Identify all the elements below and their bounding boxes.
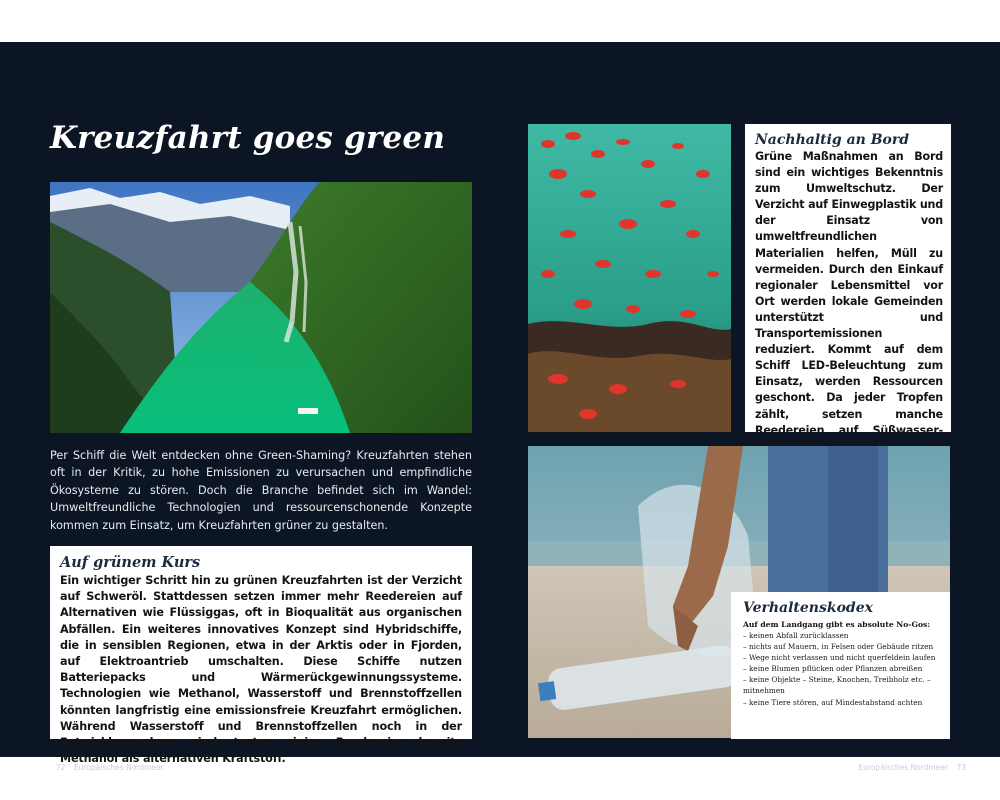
footer-left (50, 763, 164, 772)
code-of-conduct-list (743, 630, 942, 708)
intro-paragraph: Per Schiff die Welt entdecken ohne Green-Shaming? Kreuzfahrten stehen oft in der Kritik, zu hohe Emissionen zu verursachen und empfindliche Ökosysteme zu stören. Doch die Branche befindet sich im Wandel: Umweltfreundliche Technologien und ressourcenschonende Konzepte kommen zum Einsatz, um Kreuzfahrten grüner zu gestalten. (50, 449, 472, 532)
code-of-conduct-heading: Verhaltenskodex (743, 600, 873, 616)
green-course-box (50, 546, 472, 766)
list-item: – keine Tiere stören, auf Mindestabstand achten (743, 697, 923, 707)
footer-right (858, 763, 972, 772)
list-item: – Wege nicht verlassen und nicht querfeldein laufen (743, 653, 936, 663)
onboard-box (745, 124, 951, 437)
green-course-text: Ein wichtiger Schritt hin zu grünen Kreuzfahrten ist der Verzicht auf Schweröl. Stattdessen setzen immer mehr Reedereien auf Alternativen wie Flüssiggas, oft in Bioqualität aus organischen Abfällen. Ein weiteres innovatives Konzept sind Hybridschiffe, die in sensiblen Regionen, etwa in der Arktis oder in Fjorden, auf Elektroantrieb umschalten. Diese Schiffe nutzen Batteriepacks und Wärmerückgewinnungssysteme. Technologien wie Methanol, Wasserstoff und Brennstoffzellen könnten langfristig eine emissionsfreie Kreuzfahrt ermöglichen. Während Wasserstoff und Brennstoffzellen noch in der Entwicklungsphase sind, testen einige Reedereien bereits Methanol als alternativen Kraftstoff. (60, 574, 462, 766)
page-number-left: 72 (56, 763, 66, 772)
coral-reef-photo (528, 124, 731, 432)
list-item: – nichts auf Mauern, in Felsen oder Gebäude ritzen (743, 642, 934, 652)
footer-label-right: Europäisches Nordmeer (858, 763, 949, 772)
footer-label-left: Europäisches Nordmeer (73, 763, 164, 772)
onboard-text: Grüne Maßnahmen an Bord sind ein wichtiges Bekenntnis zum Umweltschutz. Der Verzicht auf Einwegplastik und der Einsatz von umweltfreundlichen Materialien helfen, Müll zu vermeiden. Durch den Einkauf regionaler Lebensmittel vor Ort werden lokale Gemeinden unterstützt und Transportemissionen reduziert. Kommt auf dem Schiff LED-Beleuchtung zum Einsatz, werden Ressourcen geschont. Da jeder Tropfen zählt, setzen manche Reedereien auf Süßwasser- (755, 150, 943, 437)
list-item: – keine Objekte – Steine, Knochen, Treibholz etc. – mitnehmen (743, 675, 931, 696)
list-item: – keine Blumen pflücken oder Pflanzen abreißen (743, 664, 923, 674)
code-of-conduct-box (731, 592, 950, 739)
green-course-heading: Auf grünem Kurs (60, 554, 201, 571)
fjord-photo (50, 182, 472, 433)
page-title: Kreuzfahrt goes green (50, 120, 446, 156)
onboard-heading: Nachhaltig an Bord (755, 132, 910, 148)
page-number-right: 73 (956, 763, 966, 772)
magazine-spread (0, 42, 1000, 772)
code-of-conduct-subheading: Auf dem Landgang gibt es absolute No-Gos: (743, 620, 931, 629)
list-item: – keinen Abfall zurücklassen (743, 631, 849, 640)
